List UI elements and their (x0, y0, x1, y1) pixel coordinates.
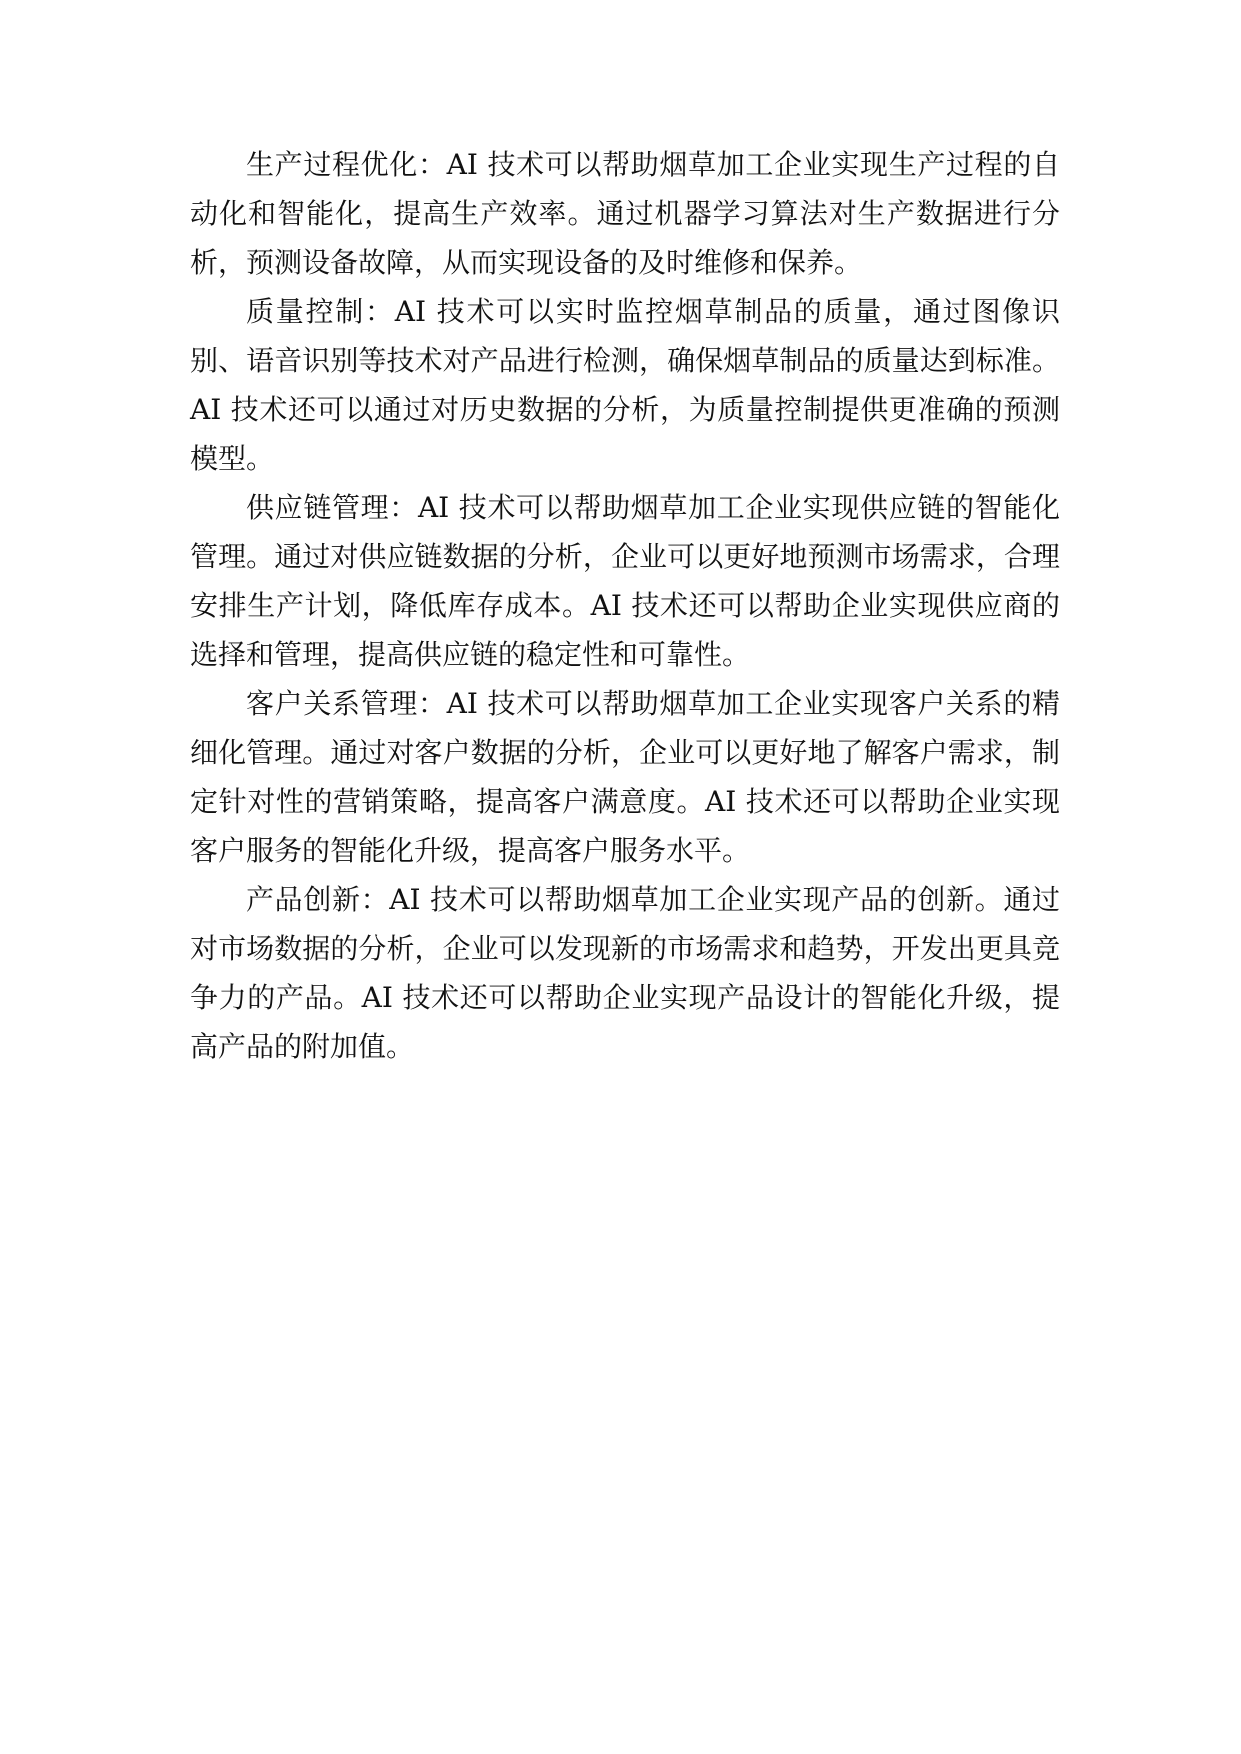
paragraph-production-optimization: 生产过程优化：AI 技术可以帮助烟草加工企业实现生产过程的自动化和智能化，提高生产效率。通过机器学习算法对生产数据进行分析，预测设备故障，从而实现设备的及时维修和保养。 (190, 148, 1060, 279)
paragraph-quality-control: 质量控制：AI 技术可以实时监控烟草制品的质量，通过图像识别、语音识别等技术对产品进行检测，确保烟草制品的质量达到标准。AI 技术还可以通过对历史数据的分析，为质量控制提供更准确的预测模型。 (190, 295, 1060, 475)
paragraph-supply-chain-management: 供应链管理：AI 技术可以帮助烟草加工企业实现供应链的智能化管理。通过对供应链数据的分析，企业可以更好地预测市场需求，合理安排生产计划，降低库存成本。AI 技术还可以帮助企业实现供应商的选择和管理，提高供应链的稳定性和可靠性。 (190, 491, 1060, 671)
paragraph-product-innovation: 产品创新：AI 技术可以帮助烟草加工企业实现产品的创新。通过对市场数据的分析，企业可以发现新的市场需求和趋势，开发出更具竞争力的产品。AI 技术还可以帮助企业实现产品设计的智能化升级，提高产品的附加值。 (190, 883, 1060, 1063)
document-body (190, 140, 1060, 1071)
paragraph-customer-relationship-management: 客户关系管理：AI 技术可以帮助烟草加工企业实现客户关系的精细化管理。通过对客户数据的分析，企业可以更好地了解客户需求，制定针对性的营销策略，提高客户满意度。AI 技术还可以帮助企业实现客户服务的智能化升级，提高客户服务水平。 (190, 687, 1060, 867)
